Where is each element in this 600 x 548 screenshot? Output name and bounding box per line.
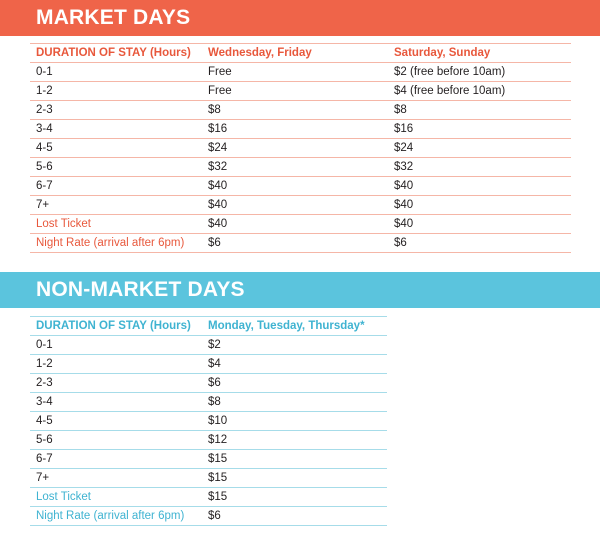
non-market-days-table [30,316,387,526]
rate-cell: $10 [208,415,228,427]
rate-cell: $15 [208,491,228,503]
rate-cell: $4 (free before 10am) [394,85,506,97]
duration-cell: 0-1 [36,339,53,351]
duration-cell: 7+ [36,199,50,211]
table-row [30,63,571,82]
rate-cell: $6 [208,377,221,389]
table-row [30,82,571,101]
table-row [30,374,387,393]
rate-cell: $40 [394,180,414,192]
duration-cell: 1-2 [36,358,53,370]
rate-cell: $40 [208,180,228,192]
rate-cell: $2 [208,339,221,351]
table-row [30,234,571,253]
market-days-title: MARKET DAYS [36,6,191,29]
duration-cell: 4-5 [36,415,53,427]
duration-cell: 5-6 [36,434,53,446]
rate-cell: $40 [208,218,228,230]
rate-cell: $16 [208,123,228,135]
duration-cell: 7+ [36,472,50,484]
rate-cell: $6 [208,510,221,522]
table-row [30,177,571,196]
rate-cell: Free [208,85,232,97]
duration-cell: 3-4 [36,123,53,135]
table-row [30,507,387,526]
table-row [30,431,387,450]
rate-cell: Free [208,66,232,78]
table-row [30,336,387,355]
column-header-mon-tue-thu: Monday, Tuesday, Thursday* [208,320,365,332]
rate-cell: $6 [394,237,407,249]
rate-cell: $4 [208,358,221,370]
rate-cell: $24 [394,142,414,154]
duration-cell: 2-3 [36,377,53,389]
market-days-banner [0,0,600,36]
market-days-table [30,43,571,253]
duration-cell: 0-1 [36,66,53,78]
duration-cell: 6-7 [36,180,53,192]
table-row [30,139,571,158]
rate-cell: $24 [208,142,228,154]
rate-cell: $40 [394,199,414,211]
column-header-wed-fri: Wednesday, Friday [208,47,312,59]
table-row [30,355,387,374]
column-header-duration: DURATION OF STAY (Hours) [36,47,191,59]
rate-cell: $32 [208,161,228,173]
table-row [30,101,571,120]
rate-cell: $40 [394,218,414,230]
duration-cell: Night Rate (arrival after 6pm) [36,510,185,522]
rate-cell: $12 [208,434,228,446]
duration-cell: Night Rate (arrival after 6pm) [36,237,185,249]
non-market-header-row [30,317,387,336]
non-market-days-title: NON-MARKET DAYS [36,278,245,301]
table-row [30,469,387,488]
column-header-sat-sun: Saturday, Sunday [394,47,491,59]
table-row [30,215,571,234]
rate-cell: $2 (free before 10am) [394,66,506,78]
rate-cell: $8 [208,396,221,408]
duration-cell: 6-7 [36,453,53,465]
table-row [30,196,571,215]
duration-cell: 2-3 [36,104,53,116]
non-market-days-banner [0,272,600,308]
table-row [30,488,387,507]
table-row [30,393,387,412]
duration-cell: 4-5 [36,142,53,154]
rate-cell: $8 [394,104,407,116]
duration-cell: 3-4 [36,396,53,408]
rate-cell: $32 [394,161,414,173]
duration-cell: 1-2 [36,85,53,97]
table-row [30,158,571,177]
duration-cell: Lost Ticket [36,491,91,503]
table-row [30,120,571,139]
table-row [30,450,387,469]
duration-cell: Lost Ticket [36,218,91,230]
rate-cell: $15 [208,453,228,465]
duration-cell: 5-6 [36,161,53,173]
rate-cell: $6 [208,237,221,249]
rate-cell: $15 [208,472,228,484]
rate-cell: $16 [394,123,414,135]
rate-cell: $8 [208,104,221,116]
rate-cell: $40 [208,199,228,211]
column-header-duration: DURATION OF STAY (Hours) [36,320,191,332]
market-header-row [30,44,571,63]
table-row [30,412,387,431]
